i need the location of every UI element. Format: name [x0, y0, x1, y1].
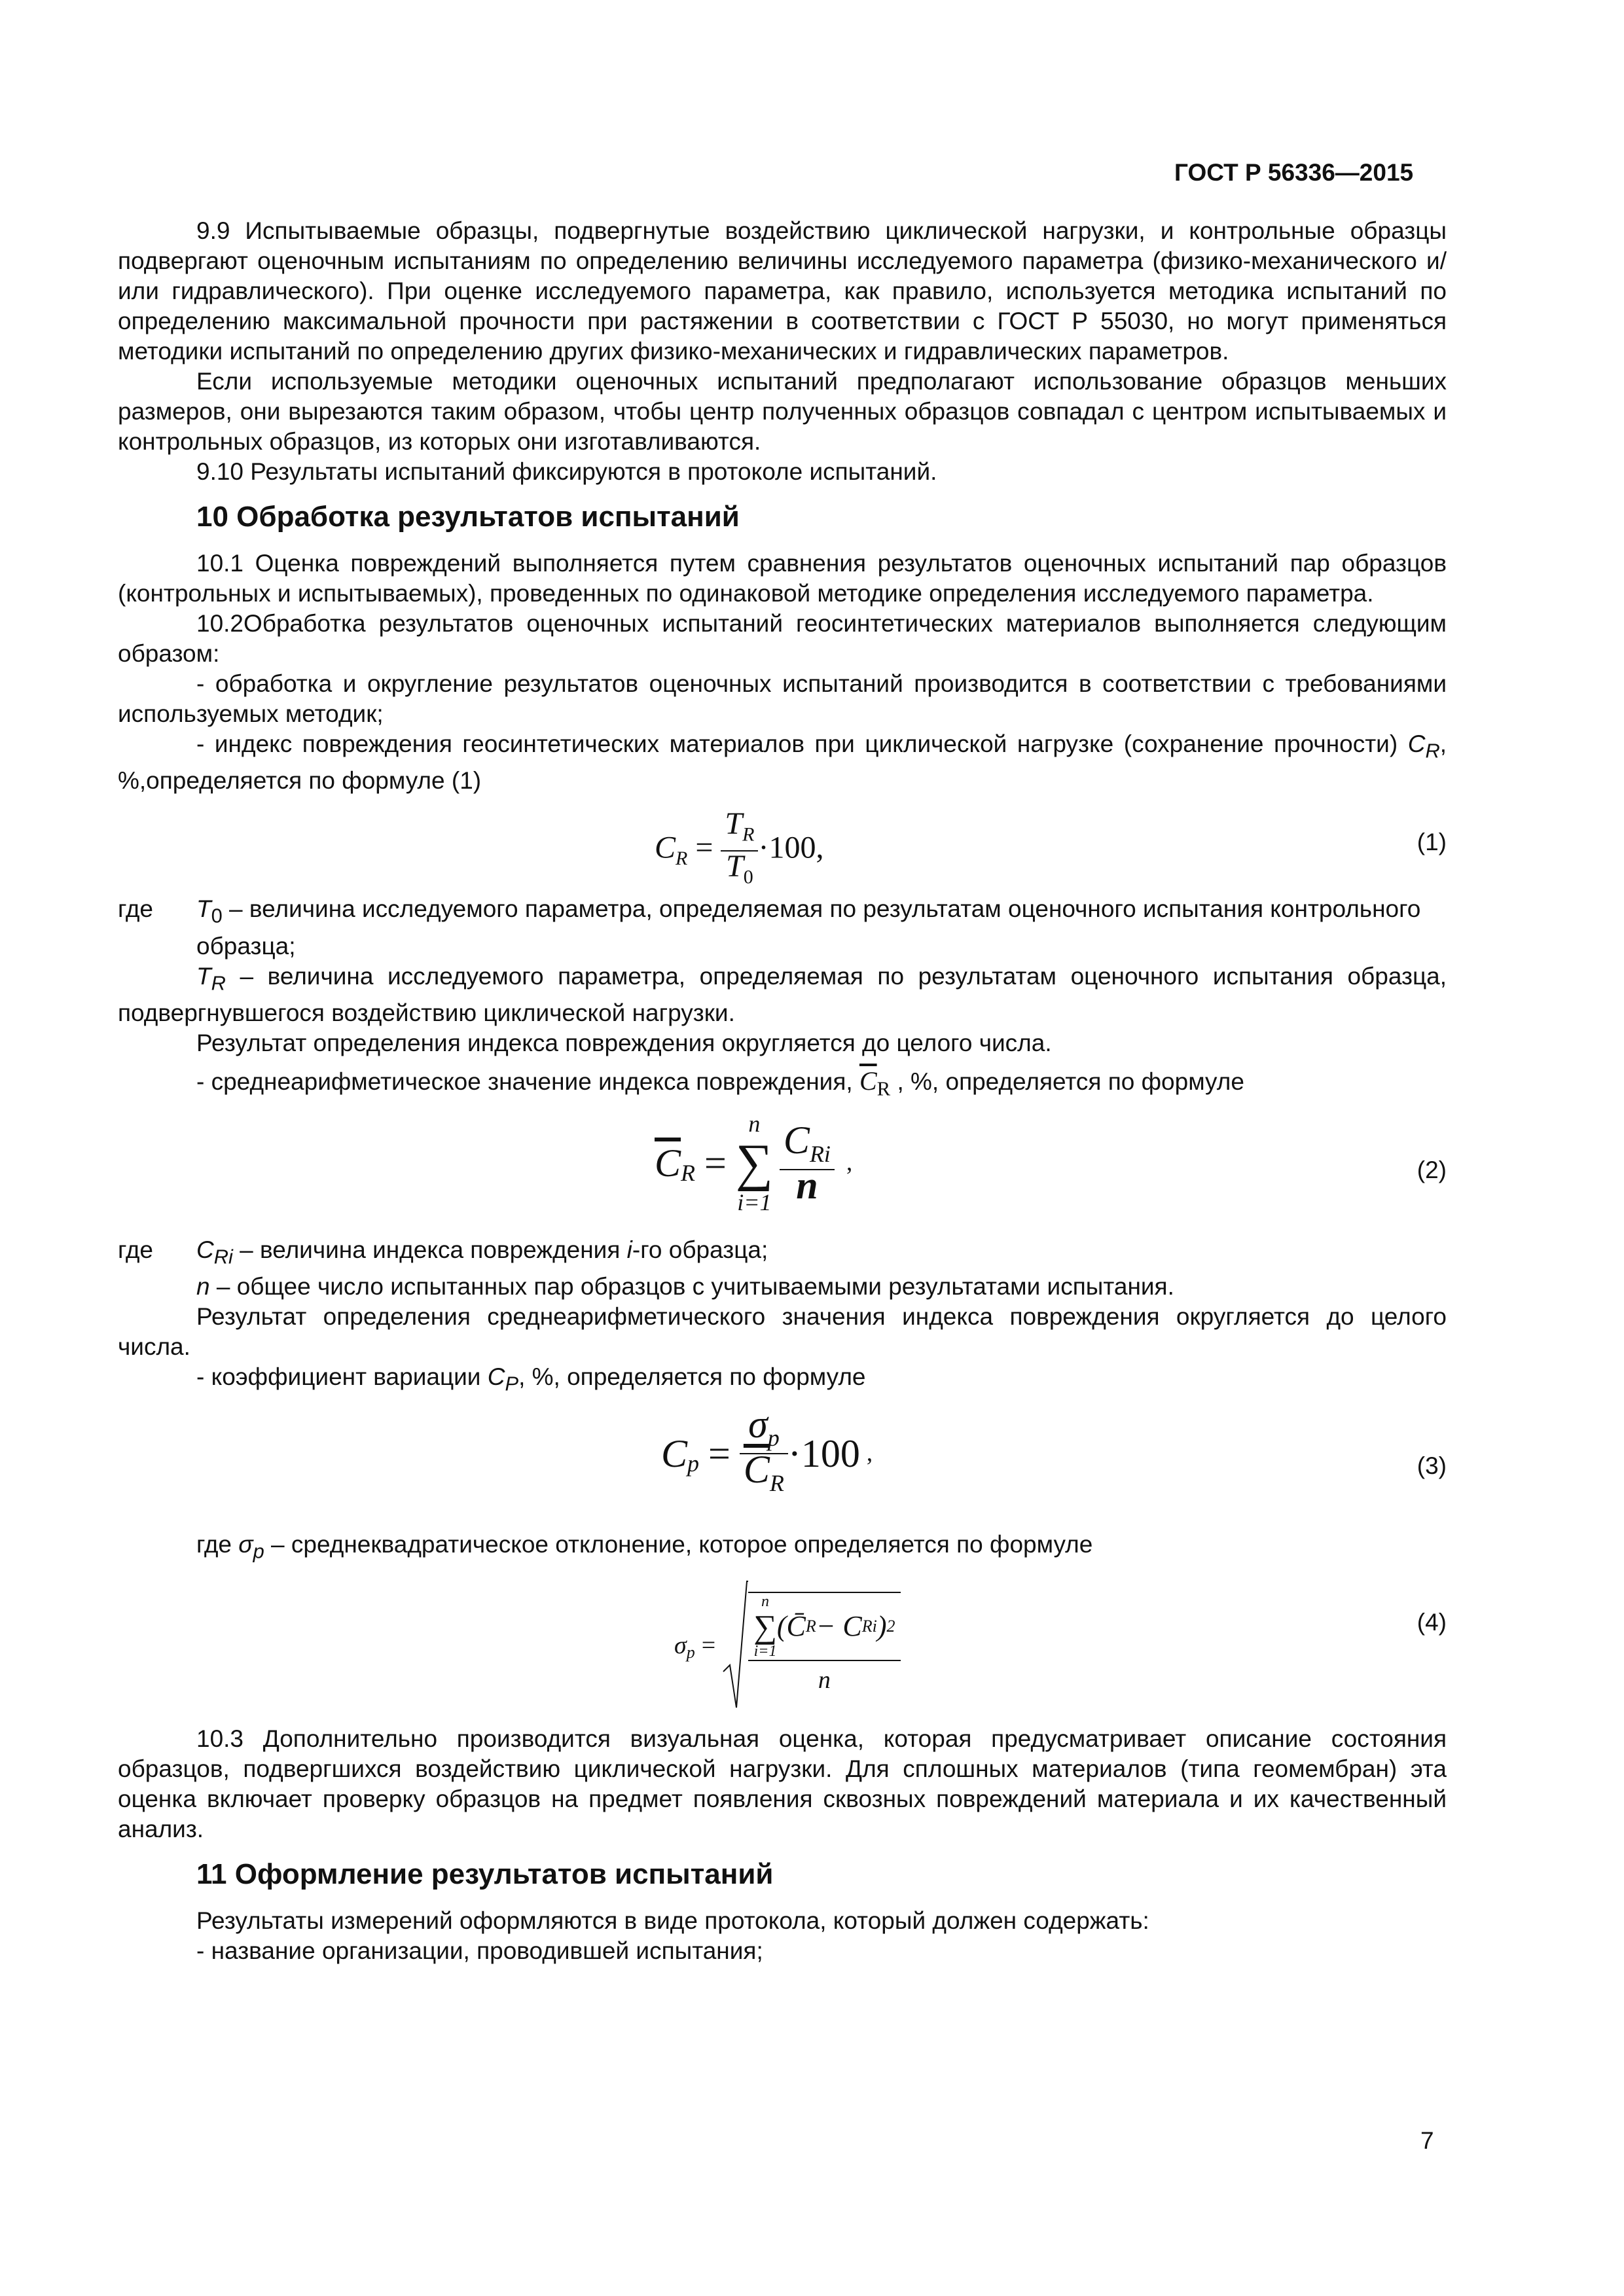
- formula-3-number: (3): [1416, 1452, 1447, 1480]
- formula-1-number: (1): [1416, 829, 1447, 856]
- paragraph-small-samples: Если используемые методики оценочных испытаний предполагают использование образцов меньших размеров, они вырезаются таким образом, чтобы центр полученных образцов совпадал с центром испытываемых и контрольных образцов, из которых они изготавливаются.: [118, 368, 1447, 455]
- paragraph-protocol: Результаты измерений оформляются в виде протокола, который должен содержать:: [196, 1907, 1149, 1934]
- where-tr: $T_R$ – величина исследуемого параметра, определяемая по результатам оценочного испытания образца, подвергнувшегося воздействию циклической нагрузки.: [118, 962, 1447, 1027]
- where-block-2: где $C_{Ri}$ – величина индекса повреждения i-го образца;: [118, 1236, 768, 1268]
- formula-2: $\overline{C}$ $_R$ = n ∑ i=1 $\frac{C_{Ri}}{n}$ , (2): [655, 1110, 1447, 1215]
- paragraph-damage-index: - индекс повреждения геосинтетических материалов при циклической нагрузке (сохранение прочности) $C_R$, %,определяется по формуле (1): [118, 730, 1447, 795]
- formula-1: $C_R$ = $\frac{T_R}{T_0}$ ·100, (1): [655, 806, 1447, 888]
- section-10-heading: 10 Обработка результатов испытаний: [196, 501, 740, 533]
- paragraph-9-10: 9.10 Результаты испытаний фиксируются в протоколе испытаний.: [196, 458, 937, 485]
- page-number: 7: [1420, 2127, 1434, 2154]
- formula-4-number: (4): [1416, 1608, 1447, 1636]
- paragraph-9-9: 9.9 Испытываемые образцы, подвергнутые воздействию циклической нагрузки, и контрольные образцы подвергают оценочным испытаниям по определению величины исследуемого параметра (физико-механического и/или гидравлического). При оценке исследуемого параметра, как правило, используется методика испытаний по определению максимальной прочности при растяжении в соответствии с ГОСТ Р 55030, но могут применяться методики испытаний по определению других физико-механических и гидравлических параметров.: [118, 217, 1447, 365]
- where-n: n – общее число испытанных пар образцов с учитываемыми результатами испытания.: [196, 1272, 1174, 1300]
- page-body: [118, 216, 1447, 1966]
- paragraph-mean-index: - среднеарифметическое значение индекса повреждения, $\overline{C}_R$ , %, определяется по формуле: [196, 1066, 1244, 1100]
- paragraph-round-index: Результат определения индекса повреждения округляется до целого числа.: [196, 1030, 1052, 1057]
- document-code: ГОСТ Р 56336—2015: [1174, 159, 1414, 186]
- paragraph-sigma: где $\sigma_p$ – среднеквадратическое отклонение, которое определяется по формуле: [196, 1531, 1093, 1563]
- formula-3: C $_p$ = $\frac{\sigma_p}{\overline{C}_R}$ ·100 , (3): [661, 1403, 1447, 1497]
- paragraph-rounding: - обработка и округление результатов оценочных испытаний производится в соответствии с требованиями используемых методик;: [118, 670, 1447, 727]
- paragraph-10-1: 10.1 Оценка повреждений выполняется путем сравнения результатов оценочных испытаний пар образцов (контрольных и испытываемых), проведенных по одинаковой методике определения исследуемого параметра.: [118, 550, 1447, 607]
- formula-2-number: (2): [1416, 1156, 1447, 1183]
- paragraph-10-2: 10.2Обработка результатов оценочных испытаний геосинтетических материалов выполняется следующим образом:: [118, 610, 1447, 667]
- paragraph-org-name: - название организации, проводившей испытания;: [196, 1937, 763, 1964]
- radical-sign: [722, 1580, 748, 1711]
- section-11-heading: 11 Оформление результатов испытаний: [196, 1857, 774, 1890]
- formula-4: σ $_p$ = n ∑ i=1 (C̄ R − C Ri ) 2 n (4): [118, 1567, 1447, 1724]
- where-block-1: где $T_0$ – величина исследуемого параметра, определяемая по результатам оценочного испытания контрольного образца;: [118, 895, 1421, 960]
- paragraph-round-mean: Результат определения среднеарифметического значения индекса повреждения округляется до целого числа.: [118, 1302, 1447, 1360]
- paragraph-10-3: 10.3 Дополнительно производится визуальная оценка, которая предусматривает описание состояния образцов, подвергшихся воздействию циклической нагрузки. Для сплошных материалов (типа геомембран) эта оценка включает проверку образцов на предмет появления сквозных повреждений материала и их качественный анализ.: [118, 1725, 1447, 1842]
- paragraph-variation: - коэффициент вариации $C_P$, %, определяется по формуле: [196, 1363, 866, 1395]
